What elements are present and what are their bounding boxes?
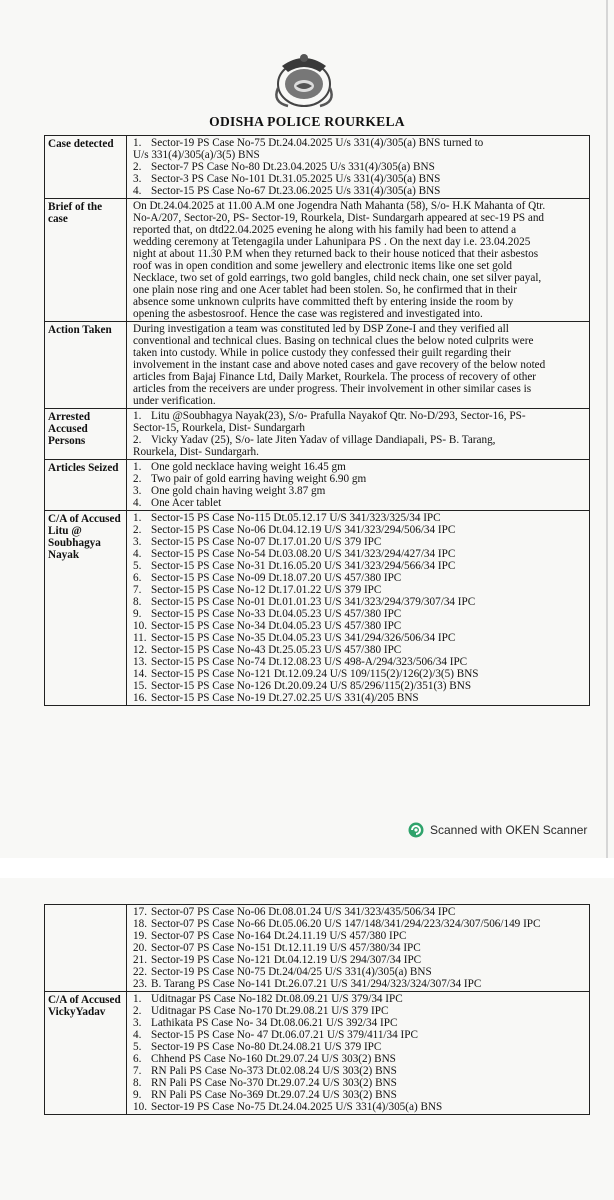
item-text: Sector-3 PS Case No-101 Dt.31.05.2025 U/s 331(4)/305(a) BNS xyxy=(151,173,441,185)
item-text: Sector-15 PS Case No-67 Dt.23.06.2025 U/s 331(4)/305(a) BNS xyxy=(151,185,441,197)
item-number: 1. xyxy=(133,137,142,149)
row-label: C/A of Accused VickyYadav xyxy=(45,992,127,1115)
item-text: One gold necklace having weight 16.45 gm xyxy=(151,461,346,473)
ca-litu-list-continued xyxy=(127,905,590,992)
item-number: 13. xyxy=(133,656,147,668)
item-text: Sector-7 PS Case No-80 Dt.23.04.2025 U/s 331(4)/305(a) BNS xyxy=(151,161,435,173)
item-number: 3. xyxy=(133,536,142,548)
scanner-logo-icon xyxy=(408,822,424,838)
action-text xyxy=(127,322,590,409)
item-number: 22. xyxy=(133,966,147,978)
item-number: 4. xyxy=(133,497,142,509)
row-label: Articles Seized xyxy=(45,460,127,511)
case-details-table xyxy=(44,135,590,706)
list-item xyxy=(133,161,585,173)
list-item xyxy=(133,410,585,422)
list-item xyxy=(133,461,585,473)
list-item xyxy=(133,1053,585,1065)
item-number: 1. xyxy=(133,461,142,473)
item-number: 7. xyxy=(133,1065,142,1077)
item-text: Chhend PS Case No-160 Dt.29.07.24 U/S 303(2) BNS xyxy=(151,1053,396,1065)
item-text: Sector-15 PS Case No-09 Dt.18.07.20 U/S 457/380 IPC xyxy=(151,572,402,584)
item-text: RN Pali PS Case No-370 Dt.29.07.24 U/S 303(2) BNS xyxy=(151,1077,397,1089)
item-number: 9. xyxy=(133,1089,142,1101)
item-text: Uditnagar PS Case No-182 Dt.08.09.21 U/S 379/34 IPC xyxy=(151,993,403,1005)
articles-list xyxy=(127,460,590,511)
paragraph-line: roof was in open condition and some jewellery and electronic items like one set gold xyxy=(133,260,513,272)
row-label: Action Taken xyxy=(45,322,127,409)
paragraph-line: Necklace, two set of gold earrings, two gold bangles, child neck chain, one set silver payal, xyxy=(133,272,542,284)
item-text: Sector-19 PS Case No-121 Dt.04.12.19 U/S 294/307/34 IPC xyxy=(151,954,422,966)
item-text: Sector-19 PS Case No-75 Dt.24.04.2025 U/S 331(4)/305(a) BNS xyxy=(151,1101,443,1113)
item-text: Sector-15 PS Case No-19 Dt.27.02.25 U/S 331(4)/205 BNS xyxy=(151,692,419,704)
item-text: Sector-07 PS Case No-151 Dt.12.11.19 U/S 457/380/34 IPC xyxy=(151,942,421,954)
item-text: Sector-15 PS Case No-01 Dt.01.01.23 U/S 341/323/294/379/307/34 IPC xyxy=(151,596,476,608)
item-number: 2. xyxy=(133,434,142,446)
list-item xyxy=(133,620,585,632)
ca-litu-row xyxy=(45,511,590,706)
list-item xyxy=(133,644,585,656)
list-item xyxy=(133,485,585,497)
item-text: Sector-15 PS Case No-06 Dt.04.12.19 U/S 341/323/294/506/34 IPC xyxy=(151,524,456,536)
item-text: Sector-15 PS Case No-33 Dt.04.05.23 U/S 457/380 IPC xyxy=(151,608,402,620)
item-number: 3. xyxy=(133,173,142,185)
list-item xyxy=(133,906,585,918)
list-item xyxy=(133,512,585,524)
list-item xyxy=(133,560,585,572)
item-text: Sector-15 PS Case No- 47 Dt.06.07.21 U/S 379/411/34 IPC xyxy=(151,1029,418,1041)
item-text: Sector-15 PS Case No-126 Dt.20.09.24 U/S 85/296/115(2)/351(3) BNS xyxy=(151,680,472,692)
ca-vicky-list xyxy=(127,992,590,1115)
paragraph-line: conventional and technical clues. Basing on technical clues the below noted culprits were xyxy=(133,335,534,347)
row-label: Brief of the case xyxy=(45,199,127,322)
item-number: 15. xyxy=(133,680,147,692)
item-number: 1. xyxy=(133,512,142,524)
list-item xyxy=(133,1077,585,1089)
item-text: Sector-15 PS Case No-54 Dt.03.08.20 U/S 341/323/294/427/34 IPC xyxy=(151,548,456,560)
case-detected-list xyxy=(127,136,590,199)
list-item xyxy=(133,656,585,668)
item-text: Litu @Soubhagya Nayak(23), S/o- Prafulla Nayakof Qtr. No-D/293, Sector-16, PS- xyxy=(151,410,526,422)
item-text: Sector-07 PS Case No-66 Dt.05.06.20 U/S 147/148/341/294/223/324/307/506/149 IPC xyxy=(151,918,541,930)
list-item xyxy=(133,548,585,560)
item-number: 14. xyxy=(133,668,147,680)
ca-vicky-row xyxy=(45,992,590,1115)
item-text: Sector-15 PS Case No-121 Dt.12.09.24 U/S 109/115(2)/126(2)/3(5) BNS xyxy=(151,668,479,680)
list-item xyxy=(133,608,585,620)
item-text: RN Pali PS Case No-369 Dt.29.07.24 U/S 303(2) BNS xyxy=(151,1089,397,1101)
row-label: Arrested Accused Persons xyxy=(45,409,127,460)
item-number: 1. xyxy=(133,993,142,1005)
item-number: 4. xyxy=(133,185,142,197)
list-item xyxy=(133,930,585,942)
articles-row xyxy=(45,460,590,511)
list-item xyxy=(133,993,585,1005)
item-number: 3. xyxy=(133,1017,142,1029)
odisha-police-emblem-icon xyxy=(258,44,350,112)
item-number: 4. xyxy=(133,548,142,560)
item-text: Sector-15 PS Case No-115 Dt.05.12.17 U/S 341/323/325/34 IPC xyxy=(151,512,441,524)
paragraph-line: night at about 11.30 P.M when they returned back to their house noticed that their asbestos xyxy=(133,248,539,260)
item-number: 9. xyxy=(133,608,142,620)
list-item xyxy=(133,185,585,197)
list-item xyxy=(133,1029,585,1041)
list-item xyxy=(133,473,585,485)
item-number: 2. xyxy=(133,1005,142,1017)
paragraph-line: articles from Bajaj Finance Ltd, Daily Market, Rourkela. The process of recovery of other xyxy=(133,371,537,383)
paragraph-line: taken into custody. While in police custody they confessed their guilt regarding their xyxy=(133,347,511,359)
list-item xyxy=(133,524,585,536)
paragraph-line: No-A/207, Sector-20, PS- Sector-19, Rourkela, Dist- Sundargarh appeared at sec-19 PS and xyxy=(133,212,545,224)
item-text: Sector-19 PS Case N0-75 Dt.24/04/25 U/S 331(4)/305(a) BNS xyxy=(151,966,432,978)
item-text: Sector-19 PS Case No-80 Dt.24.08.21 U/S 379 IPC xyxy=(151,1041,382,1053)
item-number: 20. xyxy=(133,942,147,954)
case-details-table-continued xyxy=(44,904,590,1115)
brief-text xyxy=(127,199,590,322)
item-number: 8. xyxy=(133,1077,142,1089)
item-number: 23. xyxy=(133,978,147,990)
item-text: RN Pali PS Case No-373 Dt.02.08.24 U/S 303(2) BNS xyxy=(151,1065,397,1077)
paragraph-line: absence some unknown culprits have committed theft by entering inside the room by xyxy=(133,296,514,308)
list-item xyxy=(133,572,585,584)
list-item xyxy=(133,434,585,446)
paragraph-line: involvement in the instant case and above noted cases and gave recovery of the below noted xyxy=(133,359,546,371)
paragraph-line: On Dt.24.04.2025 at 11.00 A.M one Jogendra Nath Mahanta (58), S/o- H.K Mahanta of Qtr. xyxy=(133,200,546,212)
paragraph-line: articles from the receivers are under progress. Their involvement in other similar cases is xyxy=(133,383,532,395)
item-number: 4. xyxy=(133,1029,142,1041)
item-text: Sector-07 PS Case No-164 Dt.24.11.19 U/S 457/380 IPC xyxy=(151,930,407,942)
item-text-continued: U/s 331(4)/305(a)/3(5) BNS xyxy=(133,149,260,161)
ca-litu-list xyxy=(127,511,590,706)
paragraph-line: During investigation a team was constituted led by DSP Zone-I and they verified all xyxy=(133,323,509,335)
list-item xyxy=(133,584,585,596)
item-number: 5. xyxy=(133,560,142,572)
paragraph-line: wedding ceremony at Tetengagila under Lahunipara PS . On the next day i.e. 23.04.2025 xyxy=(133,236,531,248)
item-number: 18. xyxy=(133,918,147,930)
item-number: 6. xyxy=(133,572,142,584)
item-text: Lathikata PS Case No- 34 Dt.08.06.21 U/S 392/34 IPC xyxy=(151,1017,398,1029)
item-number: 19. xyxy=(133,930,147,942)
arrested-list xyxy=(127,409,590,460)
page-gap xyxy=(0,858,614,878)
list-item xyxy=(133,954,585,966)
list-item xyxy=(133,1065,585,1077)
item-text: Sector-15 PS Case No-12 Dt.17.01.22 U/S 379 IPC xyxy=(151,584,382,596)
case-detected-row xyxy=(45,136,590,199)
item-number: 10. xyxy=(133,1101,147,1113)
item-text: Vicky Yadav (25), S/o- late Jiten Yadav of village Dandiapali, PS- B. Tarang, xyxy=(151,434,496,446)
list-item xyxy=(133,942,585,954)
item-text-continued: Sector-15, Rourkela, Dist- Sundargarh xyxy=(133,422,306,434)
list-item xyxy=(133,497,585,509)
paragraph-line: reported that, on dtd22.04.2025 evening he along with his family had been to attend a xyxy=(133,224,517,236)
item-text: Sector-07 PS Case No-06 Dt.08.01.24 U/S 341/323/435/506/34 IPC xyxy=(151,906,456,918)
item-number: 2. xyxy=(133,161,142,173)
item-number: 7. xyxy=(133,584,142,596)
document-page-2 xyxy=(0,878,614,1200)
item-text: Sector-15 PS Case No-35 Dt.04.05.23 U/S 341/294/326/506/34 IPC xyxy=(151,632,456,644)
ca-litu-continued-row xyxy=(45,905,590,992)
item-number: 6. xyxy=(133,1053,142,1065)
item-number: 3. xyxy=(133,485,142,497)
item-number: 12. xyxy=(133,644,147,656)
list-item xyxy=(133,668,585,680)
item-text: One Acer tablet xyxy=(151,497,222,509)
list-item xyxy=(133,536,585,548)
paragraph-line: one plain nose ring and one Acer tablet had been stolen. So, he confirmed that in their xyxy=(133,284,517,296)
list-item xyxy=(133,1017,585,1029)
item-text: Uditnagar PS Case No-170 Dt.29.08.21 U/S 379 IPC xyxy=(151,1005,389,1017)
item-text: Sector-15 PS Case No-43 Dt.25.05.23 U/S 457/380 IPC xyxy=(151,644,402,656)
item-number: 1. xyxy=(133,410,142,422)
page-edge xyxy=(606,0,608,858)
item-text: Sector-15 PS Case No-74 Dt.12.08.23 U/S 498-A/294/323/506/34 IPC xyxy=(151,656,468,668)
list-item xyxy=(133,173,585,185)
paragraph-line: under verification. xyxy=(133,395,216,407)
action-row xyxy=(45,322,590,409)
list-item xyxy=(133,918,585,930)
scanner-text: Scanned with OKEN Scanner xyxy=(430,823,588,837)
list-item xyxy=(133,680,585,692)
item-number: 21. xyxy=(133,954,147,966)
item-number: 17. xyxy=(133,906,147,918)
item-text: Sector-15 PS Case No-31 Dt.16.05.20 U/S 341/323/294/566/34 IPC xyxy=(151,560,456,572)
list-item xyxy=(133,978,585,990)
arrested-row xyxy=(45,409,590,460)
scanner-watermark xyxy=(408,822,587,838)
list-item xyxy=(133,692,585,704)
list-item xyxy=(133,596,585,608)
item-text-continued: Rourkela, Dist- Sundargarh. xyxy=(133,446,259,458)
item-text: Sector-15 PS Case No-07 Dt.17.01.20 U/S 379 IPC xyxy=(151,536,382,548)
paragraph-line: opening the asbestosroof. Hence the case was registered and investigated into. xyxy=(133,308,483,320)
item-text: Sector-15 PS Case No-34 Dt.04.05.23 U/S 457/380 IPC xyxy=(151,620,402,632)
page-title: ODISHA POLICE ROURKELA xyxy=(209,114,405,129)
item-text: B. Tarang PS Case No-141 Dt.26.07.21 U/S 341/294/323/324/307/34 IPC xyxy=(151,978,482,990)
list-item xyxy=(133,966,585,978)
list-item xyxy=(133,632,585,644)
item-number: 5. xyxy=(133,1041,142,1053)
item-number: 11. xyxy=(133,632,147,644)
row-label-empty xyxy=(45,905,127,992)
list-item xyxy=(133,1041,585,1053)
item-text: One gold chain having weight 3.87 gm xyxy=(151,485,326,497)
brief-row xyxy=(45,199,590,322)
list-item xyxy=(133,1005,585,1017)
item-text: Two pair of gold earring having weight 6.90 gm xyxy=(151,473,367,485)
item-number: 10. xyxy=(133,620,147,632)
item-number: 16. xyxy=(133,692,147,704)
item-number: 8. xyxy=(133,596,142,608)
list-item xyxy=(133,1101,585,1113)
item-text: Sector-19 PS Case No-75 Dt.24.04.2025 U/s 331(4)/305(a) BNS turned to xyxy=(151,137,484,149)
row-label: Case detected xyxy=(45,136,127,199)
row-label: C/A of Accused Litu @ Soubhagya Nayak xyxy=(45,511,127,706)
item-number: 2. xyxy=(133,473,142,485)
list-item xyxy=(133,1089,585,1101)
item-number: 2. xyxy=(133,524,142,536)
list-item xyxy=(133,137,585,149)
